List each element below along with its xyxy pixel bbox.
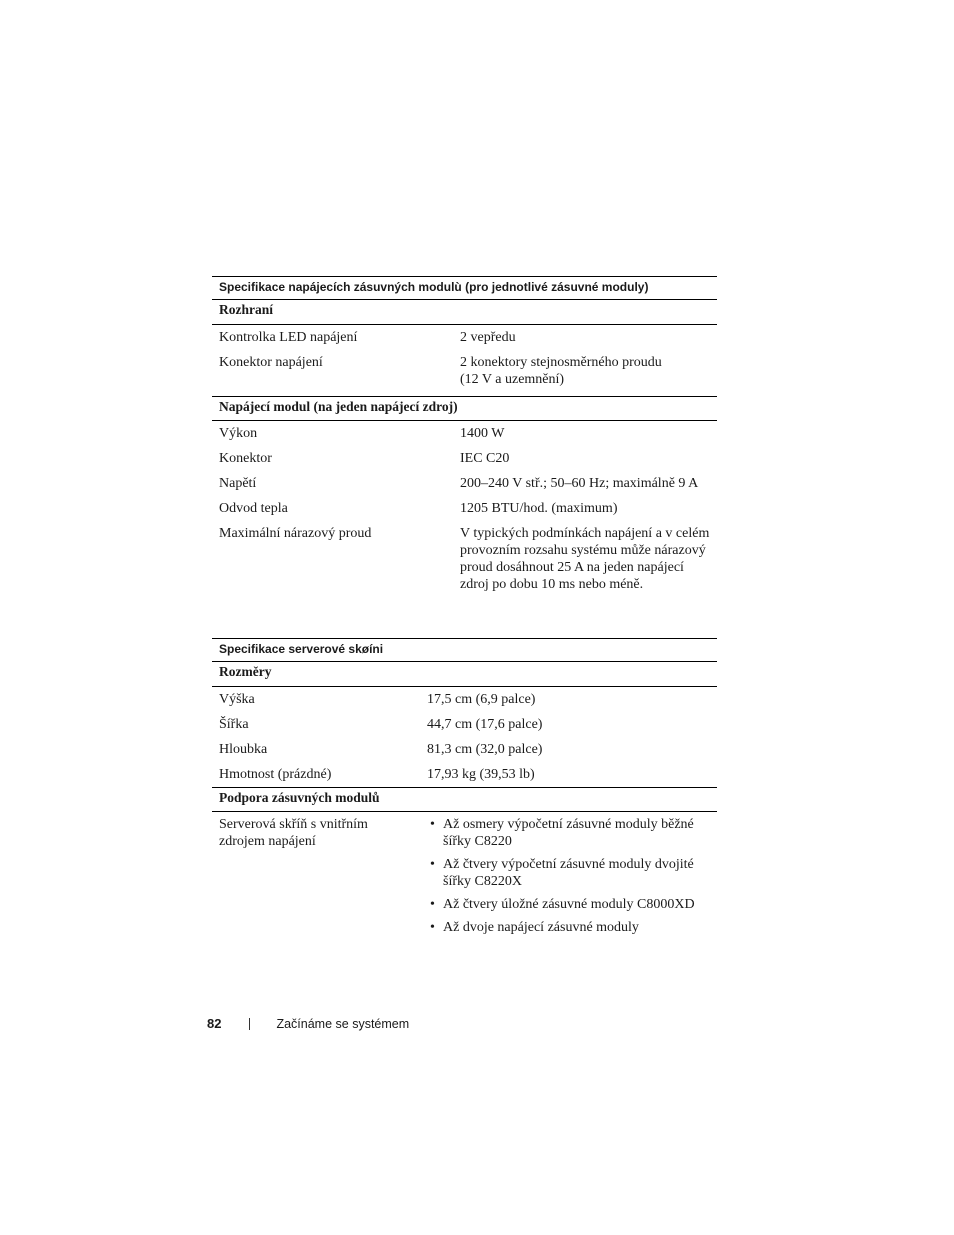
row-label: Maximální nárazový proud (219, 526, 372, 541)
table-row (212, 687, 717, 712)
dimensions-heading: Rozměry (212, 662, 717, 687)
power-table-title: Specifikace napájecích zásuvných modulù (pro jednotlivé zásuvné moduly) (212, 276, 717, 300)
row-value: 17,93 kg (39,53 lb) (427, 767, 535, 782)
chassis-spec-table (212, 638, 717, 946)
table-row (212, 446, 717, 471)
row-value: 17,5 cm (6,9 palce) (427, 692, 536, 707)
row-label: Výška (219, 692, 255, 707)
psu-heading: Napájecí modul (na jeden napájecí zdroj) (212, 396, 717, 421)
table-row (212, 812, 717, 946)
list-item-text: Až osmery výpočetní zásuvné moduly běžné šířky C8220 (443, 817, 694, 849)
row-label: Serverová skříň s vnitřním zdrojem napájení (219, 817, 368, 849)
table-row (212, 496, 717, 521)
row-value: IEC C20 (460, 451, 510, 466)
row-label: Hmotnost (prázdné) (219, 767, 332, 782)
power-spec-table (212, 276, 717, 597)
table-row (212, 325, 717, 350)
row-value: 81,3 cm (32,0 palce) (427, 742, 543, 757)
row-value: 2 konektory stejnosměrného proudu (12 V a uzemnění) (460, 355, 662, 387)
sled-support-list (427, 816, 717, 936)
row-value: 44,7 cm (17,6 palce) (427, 717, 543, 732)
page-number: 82 (207, 1016, 222, 1031)
row-label: Hloubka (219, 742, 268, 757)
table-row (212, 350, 717, 396)
list-item (427, 919, 717, 936)
bullet-icon: • (430, 817, 435, 832)
interface-heading: Rozhraní (212, 300, 717, 325)
table-row (212, 737, 717, 762)
row-label: Šířka (219, 717, 249, 732)
list-item (427, 816, 708, 850)
row-label: Odvod tepla (219, 501, 288, 516)
row-label: Konektor (219, 451, 272, 466)
bullet-icon: • (430, 897, 435, 912)
row-value (427, 816, 717, 942)
row-label: Kontrolka LED napájení (219, 330, 358, 345)
row-label: Napětí (219, 476, 257, 491)
bullet-icon: • (430, 920, 435, 935)
list-item (427, 896, 717, 913)
row-label: Konektor napájení (219, 355, 323, 370)
row-value: 200–240 V stř.; 50–60 Hz; maximálně 9 A (460, 476, 699, 491)
table-row (212, 421, 717, 446)
page-footer (207, 1016, 409, 1032)
bullet-icon: • (430, 857, 435, 872)
list-item-text: Až čtvery úložné zásuvné moduly C8000XD (443, 897, 695, 912)
row-label: Výkon (219, 426, 258, 441)
table-row (212, 712, 717, 737)
sled-support-heading: Podpora zásuvných modulů (212, 787, 717, 812)
list-item (427, 856, 708, 890)
row-value: 1400 W (460, 426, 505, 441)
table-row (212, 471, 717, 496)
row-value: 2 vepředu (460, 330, 516, 345)
list-item-text: Až čtvery výpočetní zásuvné moduly dvojité šířky C8220X (443, 857, 694, 889)
row-value: 1205 BTU/hod. (maximum) (460, 501, 618, 516)
chapter-title: Začínáme se systémem (276, 1017, 410, 1031)
chassis-table-title: Specifikace serverové skøíni (212, 638, 717, 662)
row-value: V typických podmínkách napájení a v celém provozním rozsahu systému může nárazový proud dosáhnout 25 A na jeden napájecí zdroj po dobu 10 ms nebo méně. (460, 526, 710, 592)
list-item-text: Až dvoje napájecí zásuvné moduly (443, 920, 639, 935)
footer-separator (249, 1018, 250, 1030)
table-row (212, 762, 717, 787)
table-row (212, 521, 717, 597)
